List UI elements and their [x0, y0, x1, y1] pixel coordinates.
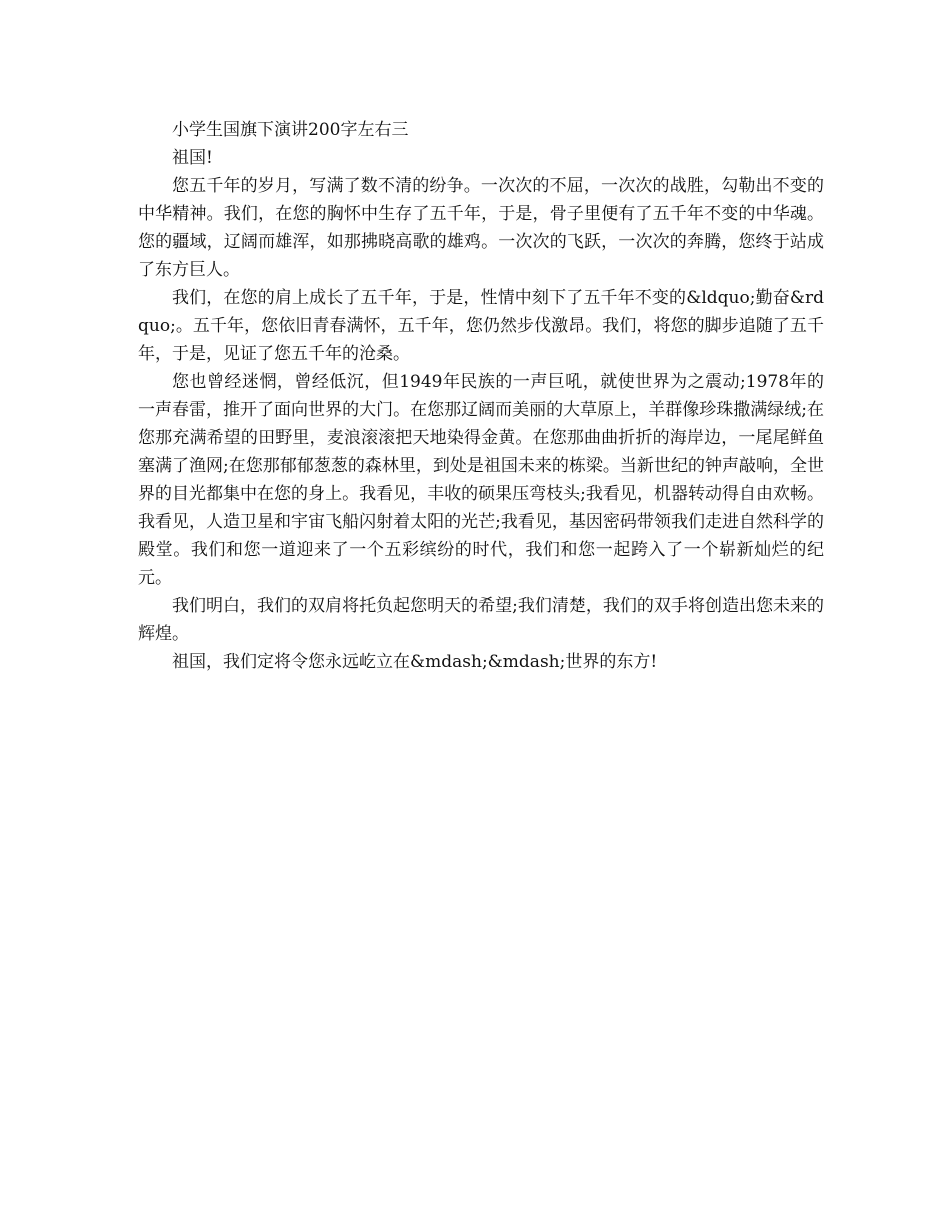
document-title: 小学生国旗下演讲200字左右三 [172, 120, 409, 140]
paragraph-3: 您也曾经迷惘，曾经低沉，但1949年民族的一声巨吼，就使世界为之震动;1978年的一声春雷，推开了面向世界的大门。在您那辽阔而美丽的大草原上，羊群像珍珠撒满绿绒;在您那充满希望的田野里，麦浪滚滚把天地染得金黄。在您那曲曲折折的海岸边，一尾尾鲜鱼塞满了渔网;在您那郁郁葱葱的森林里，到处是祖国未来的栋梁。当新世纪的钟声敲响，全世界的目光都集中在您的身上。我看见，丰收的硕果压弯枝头;我看见，机器转动得自由欢畅。我看见，人造卫星和宇宙飞船闪射着太阳的光芒;我看见，基因密码带领我们走进自然科学的殿堂。我们和您一道迎来了一个五彩缤纷的时代，我们和您一起跨入了一个崭新灿烂的纪元。 [138, 372, 824, 588]
document-body [138, 116, 824, 676]
paragraph-5: 祖国，我们定将令您永远屹立在&mdash;&mdash;世界的东方! [172, 652, 658, 672]
paragraph-4: 我们明白，我们的双肩将托负起您明天的希望;我们清楚，我们的双手将创造出您未来的辉煌。 [138, 596, 824, 644]
greeting-line: 祖国! [172, 148, 213, 168]
paragraph-1: 您五千年的岁月，写满了数不清的纷争。一次次的不屈，一次次的战胜，勾勒出不变的中华精神。我们，在您的胸怀中生存了五千年，于是，骨子里便有了五千年不变的中华魂。您的疆域，辽阔而雄浑，如那拂晓高歌的雄鸡。一次次的飞跃，一次次的奔腾，您终于站成了东方巨人。 [138, 176, 824, 280]
paragraph-2: 我们，在您的肩上成长了五千年，于是，性情中刻下了五千年不变的&ldquo;勤奋&rdquo;。五千年，您依旧青春满怀，五千年，您仍然步伐激昂。我们，将您的脚步追随了五千年，于是，见证了您五千年的沧桑。 [138, 288, 824, 364]
